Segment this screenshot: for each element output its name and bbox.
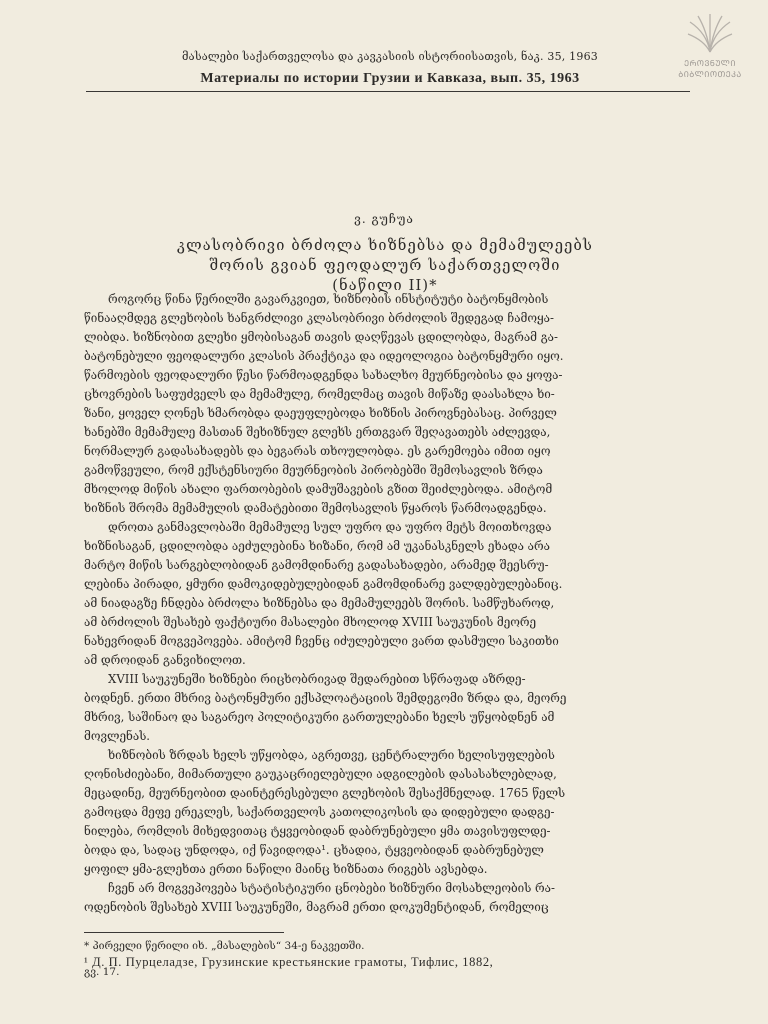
article-title <box>60 236 710 296</box>
text-line: ლებინა პირადი, ყმური დამოკიდებულებიდან გამომდინარე ვალდებულებანიც. <box>84 577 563 591</box>
text-line: ყოფილ ყმა-გლეხთა ერთი ნაწილი მაინც ხიზნათა რიგებს ავსებდა. <box>84 862 488 876</box>
text-line: ჩვენ არ მოგვეპოვება სტატისტიკური ცნობები ხიზნური მოსახლეობის რა- <box>108 881 555 895</box>
text-line: წინააღმდეგ გლეხობის ხანგრძლივი კლასობრივი ბრძოლის შედეგად ჩამოყა- <box>84 311 554 325</box>
text-line: მოვლენას. <box>84 729 150 743</box>
text-line: ამ ნიადაგზე ჩნდება ბრძოლა ხიზნებსა და მემამულეებს შორის. სამწუხაროდ, <box>84 596 555 610</box>
tree-icon <box>684 12 736 54</box>
text-line: გამოწვეული, რომ ექსტენსიური მეურნეობის პირობებში შემოსავლის ზრდა <box>84 463 543 477</box>
article-author: ვ. გუჩუა <box>354 212 414 226</box>
text-line: ბატონებული ფეოდალური კლასის პრაქტიკა და იდეოლოგია ბატონყმური იყო. <box>84 349 564 363</box>
article-body <box>84 290 696 917</box>
text-line: ზანი, ყოველ ღონეს ხმარობდა დაეუფლებოდა ხიზნის პიროვნებასაც. პირველ <box>84 406 557 420</box>
text-line: ნილება, რომლის მიხედვითაც ტყვეობიდან დაბრუნებული ყმა თავისუფლდე- <box>84 824 551 838</box>
page-number: გვ. 17. <box>84 966 120 978</box>
text-line: ამ ბრძოლის შესახებ ფაქტიური მასალები მხოლოდ XVIII საუკუნის მეორე <box>84 615 537 629</box>
text-line: ბოდნენ. ერთი მხრივ ბატონყმური ექსპლოატაციის შემდეგომი ზრდა და, მეორე <box>84 691 567 705</box>
text-line: ხიზნისაგან, ცდილობდა აეძულებინა ხიზანი, რომ ამ უკანასკნელს ეხადა არა <box>84 539 550 553</box>
text-line: დროთა განმავლობაში მემამულე სულ უფრო და უფრო მეტს მოითხოვდა <box>108 520 552 534</box>
library-stamp-logo <box>664 12 756 78</box>
text-line: ნახევრიდან მოგვეპოვება. ამიტომ ჩვენც იძულებული ვართ დასმული საკითხი <box>84 634 559 648</box>
footnote-star: * პირველი წერილი იხ. „მასალების“ 34-ე ნაკვეთში. <box>84 940 365 952</box>
logo-text-line1: ᲔᲠᲝᲕᲜᲣᲚᲘ <box>684 59 736 68</box>
text-line: ლიბდა. ხიზნობით გლეხი ყმობისაგან თავის დაღწევას ცდილობდა, მაგრამ გა- <box>84 330 558 344</box>
paragraph-4 <box>84 746 696 879</box>
footnote-one: ¹ Д. П. Пурцеладзе, Грузинские крестьянские грамоты, Тифлис, 1882, <box>84 955 494 969</box>
paragraph-3 <box>84 670 696 746</box>
text-line: მარტო მიწის სარგებლობიდან გამომდინარე გადასახადები, არამედ შეესრუ- <box>84 558 549 572</box>
text-line: წარმოების ფეოდალური წესი წარმოადგენდა სახალხო მეურნეობისა და ყოფა- <box>84 368 563 382</box>
text-line: გამოცდა მეფე ერეკლეს, საქართველოს კათოლიკოსის და დიდებული დადგე- <box>84 805 555 819</box>
text-line: ნორმალურ გადასახადებს და ბეგარას თხოულობდა. ეს გარემოება იმით იყო <box>84 444 551 458</box>
text-line: ღონისძიებანი, მიმართული გაუკაცრიელებული ადგილების დასასახლებლად, <box>84 767 557 781</box>
paragraph-5 <box>84 879 696 917</box>
header-rule <box>86 91 690 92</box>
title-line: კლასობრივი ბრძოლა ხიზნებსა და მემამულეებს <box>177 238 593 254</box>
title-line: შორის გვიან ფეოდალურ საქართველოში <box>209 258 561 274</box>
title-line: (ნაწილი II)* <box>332 278 438 294</box>
text-line: მხოლოდ მიწის ახალი ფართობების დამუშავების გზით შეიძლებოდა. ამიტომ <box>84 482 553 496</box>
text-line: ცხოვრების საფუძველს და მემამულე, რომელმაც თავის მიწაზე დაასახლა ხი- <box>84 387 555 401</box>
text-line: როგორც წინა წერილში გავარკვიეთ, ხიზნობის ინსტიტუტი ბატონყმობის <box>108 292 549 306</box>
journal-header-georgian: მასალები საქართველოსა და კავკასიის ისტორიისათვის, ნაკ. 35, 1963 <box>182 50 598 63</box>
footnote-rule <box>84 932 284 933</box>
footnotes <box>84 938 696 970</box>
text-line: ამ დროიდან განვიხილოთ. <box>84 653 246 667</box>
text-line: ხიზნის შრომა მემამულის დამატებითი შემოსავლის წყაროს წარმოადგენდა. <box>84 501 547 515</box>
text-line: ბოდა და, სადაც უნდოდა, იქ წავიდოდა¹. ცხადია, ტყვეობიდან დაბრუნებულ <box>84 843 544 857</box>
logo-text-line2: ᲑᲘᲑᲚᲘᲝᲗᲔᲙᲐ <box>678 70 742 79</box>
text-line: ხანებში მემამულე მასთან შეხიზნულ გლეხს ერთგვარ შეღავათებს აძლევდა, <box>84 425 551 439</box>
text-line: ოდენობის შესახებ XVIII საუკუნეში, მაგრამ ერთი დოკუმენტიდან, რომელიც <box>84 900 549 914</box>
text-line: ხიზნობის ზრდას ხელს უწყობდა, აგრეთვე, ცენტრალური ხელისუფლების <box>108 748 555 762</box>
text-line: მეცადინე, მეურნეობით დაინტერესებული გლეხობის შესაქმნელად. 1765 წელს <box>84 786 566 800</box>
text-line: XVIII საუკუნეში ხიზნები რიცხობრივად შედარებით სწრაფად აზრდე- <box>108 672 526 686</box>
journal-header-russian: Материалы по истории Грузии и Кавказа, вып. 35, 1963 <box>200 71 580 86</box>
paragraph-2 <box>84 518 696 670</box>
text-line: მხრივ, საშინაო და საგარეო პოლიტიკური გართულებანი ხელს უწყობდნენ ამ <box>84 710 555 724</box>
paragraph-1 <box>84 290 696 518</box>
